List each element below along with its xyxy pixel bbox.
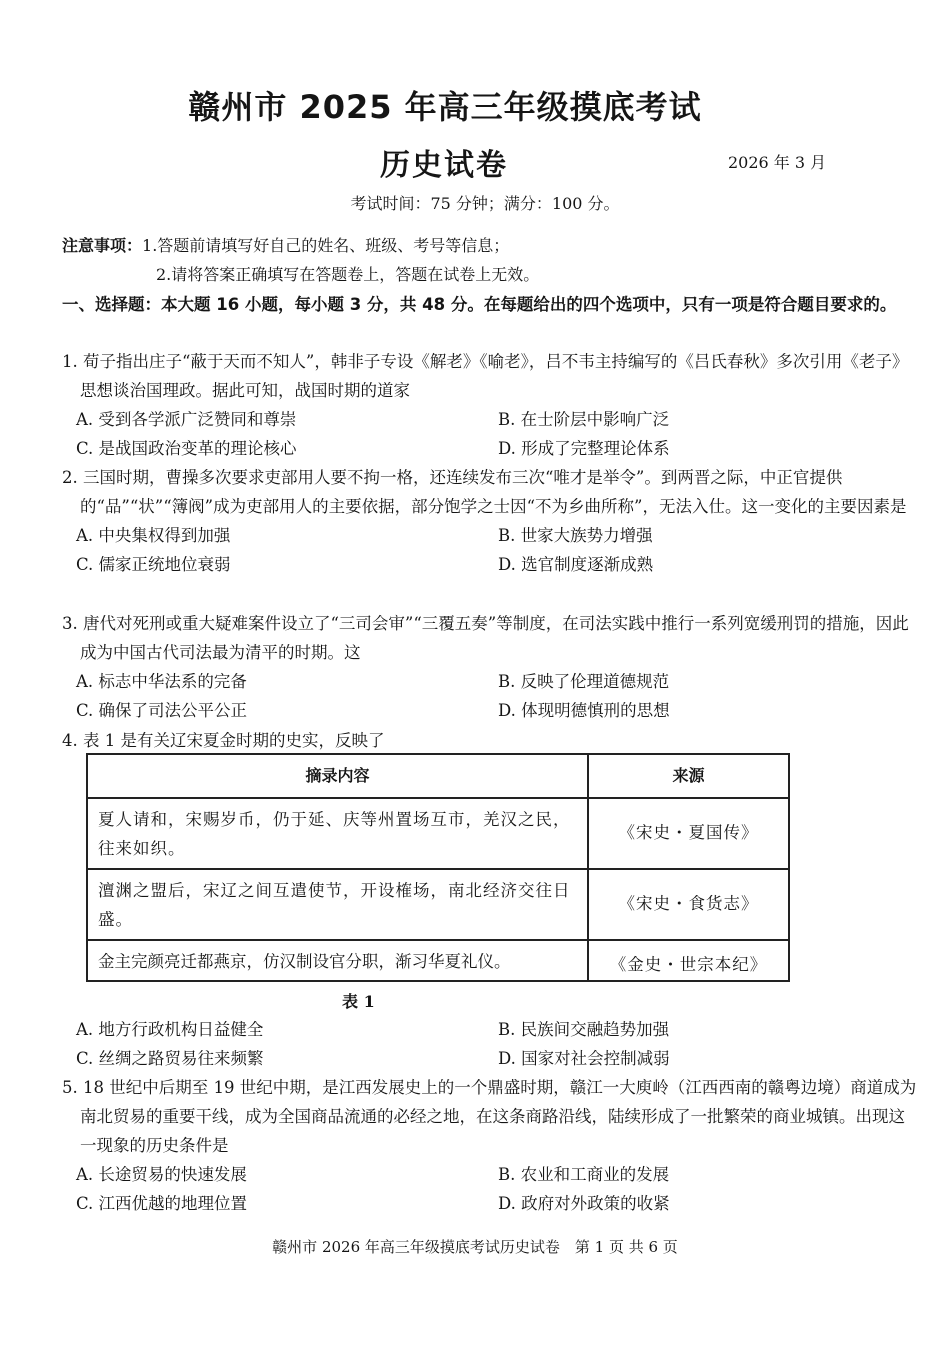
- option-d[interactable]: D. 体现明德慎刑的思想: [498, 701, 670, 720]
- question-options: [62, 405, 917, 463]
- table-divider: [88, 939, 788, 941]
- option-b[interactable]: B. 反映了伦理道德规范: [498, 672, 670, 691]
- notice-item-1: 1.答题前请填写好自己的姓名、班级、考号等信息；: [142, 236, 510, 255]
- exam-title: 赣州市 2025 年高三年级摸底考试: [188, 88, 702, 126]
- option-b[interactable]: B. 民族间交融趋势加强: [498, 1020, 670, 1039]
- option-c[interactable]: C. 是战国政治变革的理论核心: [76, 439, 297, 458]
- table-cell-content: 夏人请和，宋赐岁币，仍于延、庆等州置场互市，羌汉之民，往来如织。: [98, 810, 571, 858]
- question-2: [62, 463, 917, 579]
- table-header-content: 摘录内容: [305, 766, 370, 785]
- question-options: [62, 1015, 917, 1073]
- option-c[interactable]: C. 确保了司法公平公正: [76, 701, 248, 720]
- table-cell-source: 《宋史・食货志》: [618, 894, 759, 913]
- option-b[interactable]: B. 在士阶层中影响广泛: [498, 410, 670, 429]
- option-d[interactable]: D. 国家对社会控制减弱: [498, 1049, 670, 1068]
- option-b[interactable]: B. 世家大族势力增强: [498, 526, 653, 545]
- option-a[interactable]: A. 中央集权得到加强: [76, 526, 231, 545]
- exam-date: 2026 年 3 月: [728, 153, 827, 172]
- exam-info: 考试时间：75 分钟；满分：100 分。: [350, 194, 620, 213]
- table-divider: [88, 797, 788, 799]
- question-stem: 5. 18 世纪中后期至 19 世纪中期，是江西发展史上的一个鼎盛时期，赣江一大庾岭（江西西南的赣粤边境）商道成为南北贸易的重要干线，成为全国商品流通的必经之地，在这条商路沿线，陆续形成了一批繁荣的商业城镇。出现这一现象的历史条件是: [62, 1078, 917, 1155]
- question-stem: 4. 表 1 是有关辽宋夏金时期的史实，反映了: [62, 731, 385, 750]
- option-b[interactable]: B. 农业和工商业的发展: [498, 1165, 670, 1184]
- notice-label: 注意事项：: [62, 236, 143, 255]
- question-stem: 2. 三国时期，曹操多次要求吏部用人要不拘一格，还连续发布三次“唯才是举令”。到两晋之际，中正官提供的“品”“状”“簿阀”成为吏部用人的主要依据，部分饱学之士因“不为乡曲所称”，无法入仕。这一变化的主要因素是: [62, 468, 907, 516]
- option-a[interactable]: A. 地方行政机构日益健全: [76, 1020, 264, 1039]
- notice-block: [62, 231, 539, 289]
- question-stem: 1. 荀子指出庄子“蔽于天而不知人”，韩非子专设《解老》《喻老》，吕不韦主持编写的《吕氏春秋》多次引用《老子》思想谈治国理政。据此可知，战国时期的道家: [62, 352, 909, 400]
- table-cell-content: 金主完颜亮迁都燕京，仿汉制设官分职，渐习华夏礼仪。: [98, 952, 511, 971]
- table-cell-source: 《金史・世宗本纪》: [609, 955, 768, 974]
- question-1: [62, 347, 917, 463]
- table-cell-source: 《宋史・夏国传》: [618, 823, 759, 842]
- table-caption: 表 1: [342, 992, 375, 1011]
- table-cell-content: 澶渊之盟后，宋辽之间互遣使节，开设榷场，南北经济交往日盛。: [98, 881, 571, 929]
- paper-subtitle: 历史试卷: [380, 148, 508, 183]
- option-c[interactable]: C. 江西优越的地理位置: [76, 1194, 248, 1213]
- table-divider: [88, 868, 788, 870]
- notice-line-1: [62, 231, 539, 260]
- question-5: [62, 1073, 917, 1218]
- table-header-source: 来源: [672, 766, 705, 785]
- option-a[interactable]: A. 长途贸易的快速发展: [76, 1165, 247, 1184]
- notice-item-2: 2.请将答案正确填写在答题卷上，答题在试卷上无效。: [156, 265, 540, 284]
- question-3: [62, 609, 917, 725]
- question-4: [62, 726, 917, 755]
- option-a[interactable]: A. 受到各学派广泛赞同和尊崇: [76, 410, 297, 429]
- option-c[interactable]: C. 儒家正统地位衰弱: [76, 555, 231, 574]
- option-d[interactable]: D. 形成了完整理论体系: [498, 439, 670, 458]
- question-stem: 3. 唐代对死刑或重大疑难案件设立了“三司会审”“三覆五奏”等制度，在司法实践中推行一系列宽缓刑罚的措施，因此成为中国古代司法最为清平的时期。这: [62, 614, 909, 662]
- question-options: [62, 667, 917, 725]
- option-a[interactable]: A. 标志中华法系的完备: [76, 672, 247, 691]
- question-options: [62, 1160, 917, 1218]
- section-1-heading: 一、选择题：本大题 16 小题，每小题 3 分，共 48 分。在每题给出的四个选项中，只有一项是符合题目要求的。: [62, 295, 897, 314]
- option-d[interactable]: D. 政府对外政策的收紧: [498, 1194, 670, 1213]
- page-footer: 赣州市 2026 年高三年级摸底考试历史试卷 第 1 页 共 6 页: [272, 1238, 678, 1256]
- option-c[interactable]: C. 丝绸之路贸易往来频繁: [76, 1049, 264, 1068]
- option-d[interactable]: D. 选官制度逐渐成熟: [498, 555, 654, 574]
- question-4-options: [62, 1015, 917, 1073]
- table-1: [86, 753, 790, 982]
- question-options: [62, 521, 917, 579]
